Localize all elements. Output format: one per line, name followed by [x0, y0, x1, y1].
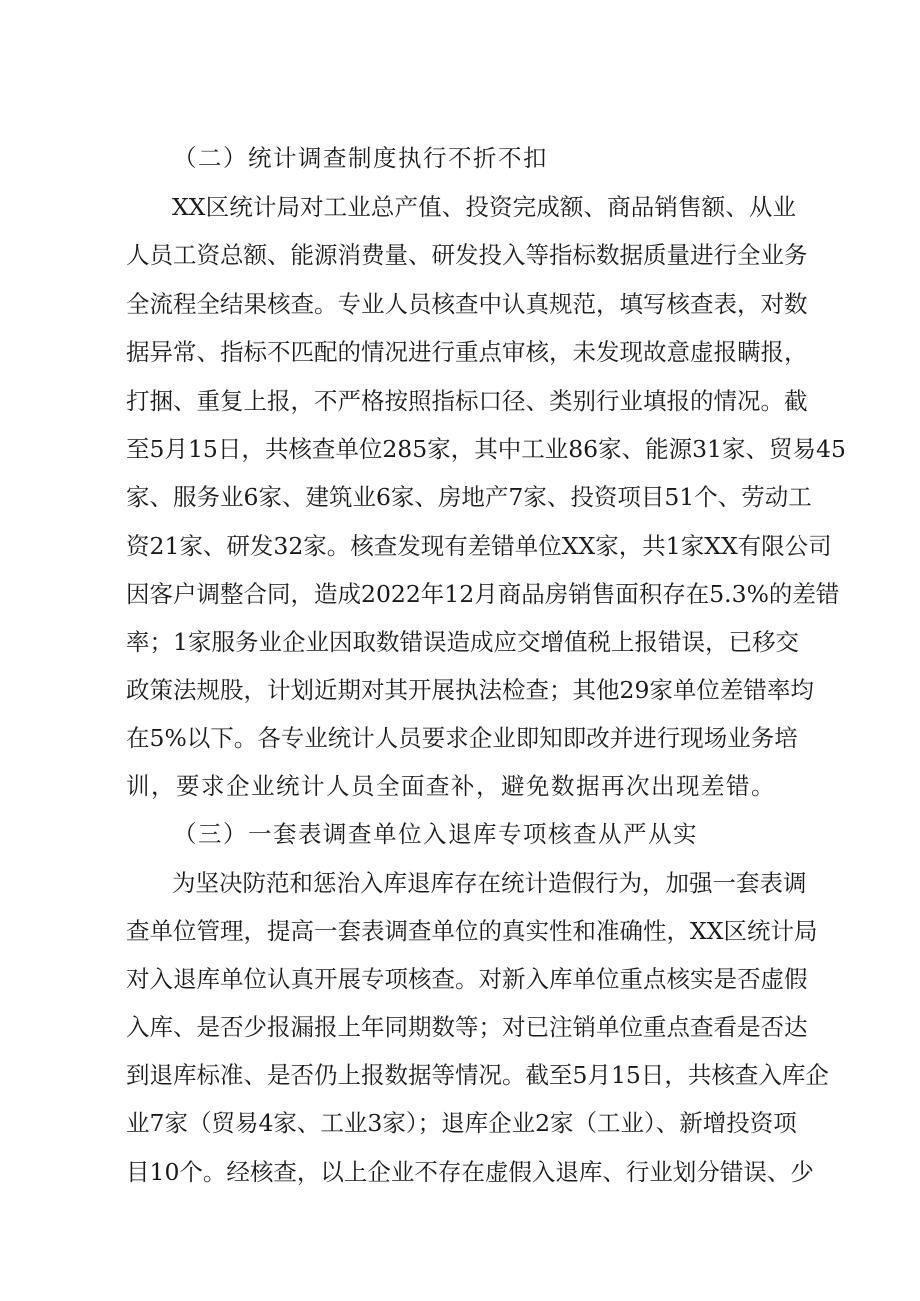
section-2-line-3: 全流程全结果核查。专业人员核查中认真规范，填写核查表，对数 — [126, 290, 808, 318]
section-3-line-3: 对入退库单位认真开展专项核查。对新入库单位重点核实是否虚假 — [126, 965, 808, 993]
section-3-line-6: 业7家（贸易4家、工业3家）；退库企业2家（工业）、新增投资项 — [126, 1109, 797, 1137]
section-2-line-9: 因客户调整合同，造成2022年12月商品房销售面积存在5.3%的差错 — [126, 580, 840, 608]
section-3-line-4: 入库、是否少报漏报上年同期数等；对已注销单位重点查看是否达 — [126, 1013, 808, 1041]
section-2-line-8: 资21家、研发32家。核查发现有差错单位XX家，共1家XX有限公司 — [126, 532, 832, 560]
section-2-line-10: 率；1家服务业企业因取数错误造成应交增值税上报错误，已移交 — [126, 628, 799, 656]
section-2-line-2: 人员工资总额、能源消费量、研发投入等指标数据质量进行全业务 — [126, 241, 808, 269]
section-2-line-11: 政策法规股，计划近期对其开展执法检查；其他29家单位差错率均 — [126, 676, 814, 704]
section-2-heading: （二）统计调查制度执行不折不扣 — [173, 144, 548, 172]
section-2-line-5: 打捆、重复上报，不严格按照指标口径、类别行业填报的情况。截 — [126, 387, 808, 415]
section-2-line-4: 据异常、指标不匹配的情况进行重点审核，未发现故意虚报瞒报， — [126, 338, 808, 366]
section-2-line-7: 家、服务业6家、建筑业6家、房地产7家、投资项目51个、劳动工 — [126, 483, 812, 511]
section-3-heading: （三）一套表调查单位入退库专项核查从严从实 — [173, 820, 698, 848]
section-3-line-1: 为坚决防范和惩治入库退库存在统计造假行为，加强一套表调 — [172, 869, 807, 897]
section-2-line-1: XX区统计局对工业总产值、投资完成额、商品销售额、从业 — [172, 193, 796, 221]
section-2-line-6: 至5月15日，共核查单位285家，其中工业86家、能源31家、贸易45 — [126, 435, 846, 463]
section-2-line-13: 训，要求企业统计人员全面查补，避免数据再次出现差错。 — [126, 772, 776, 800]
section-3-line-5: 到退库标准、是否仍上报数据等情况。截至5月15日，共核查入库企 — [126, 1061, 829, 1089]
section-3-line-2: 查单位管理，提高一套表调查单位的真实性和准确性，XX区统计局 — [126, 917, 818, 945]
section-2-line-12: 在5%以下。各专业统计人员要求企业即知即改并进行现场业务培 — [126, 724, 798, 752]
section-3-line-7: 目10个。经核查，以上企业不存在虚假入退库、行业划分错误、少 — [126, 1158, 814, 1186]
